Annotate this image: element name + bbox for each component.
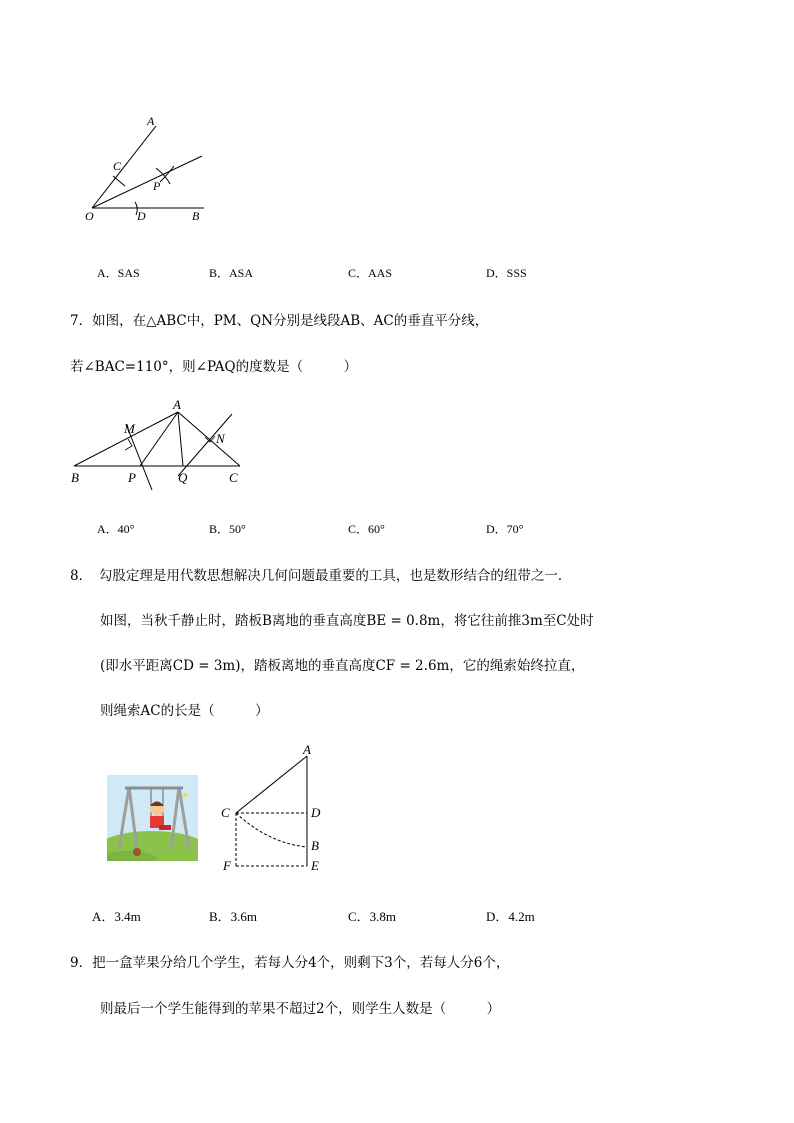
q8-stem-line3: (即水平距离CD = 3m)，踏板离地的垂直高度CF = 2.6m，它的绳索始终拉直， (100, 658, 585, 674)
label-C: C (221, 805, 230, 820)
q7-option-c[interactable]: C．60° (348, 522, 385, 536)
q7-stem-line1: 7．如图，在△ABC中，PM、QN分别是线段AB、AC的垂直平分线， (70, 313, 489, 329)
label-N: N (216, 431, 225, 446)
triangle-perpendicular-bisector-figure (66, 396, 256, 490)
label-Q: Q (178, 470, 188, 485)
label-A: A (147, 114, 155, 128)
label-C: C (229, 470, 238, 485)
angle-bisector-figure (80, 110, 220, 230)
q6-option-c[interactable]: C．AAS (348, 266, 393, 280)
q9-stem-line1: 9．把一盒苹果分给几个学生，若每人分4个，则剩下3个，若每人分6个， (70, 955, 510, 971)
label-B: B (192, 209, 200, 223)
q8-stem-line1: 8． 勾股定理是用代数思想解决几何问题最重要的工具，也是数形结合的纽带之一． (70, 568, 572, 584)
q8-stem-line2: 如图，当秋千静止时，踏板B离地的垂直高度BE = 0.8m，将它往前推3m至C处时 (100, 613, 594, 629)
q8-option-c[interactable]: C．3.8m (348, 909, 397, 924)
q6-option-a[interactable]: A．SAS (97, 266, 140, 280)
label-P: P (153, 179, 161, 193)
label-O: O (85, 209, 94, 223)
label-A: A (303, 742, 311, 757)
q8-stem-line4: 则绳索AC的长是（ ） (100, 703, 269, 719)
q6-option-b[interactable]: B．ASA (209, 266, 254, 280)
swing-geometry-figure (218, 742, 328, 874)
swing-illustration (107, 775, 198, 861)
label-M: M (124, 421, 135, 436)
label-B: B (71, 470, 79, 485)
q7-stem-line2: 若∠BAC=110°，则∠PAQ的度数是（ ） (70, 359, 358, 375)
q8-option-b[interactable]: B．3.6m (209, 909, 258, 924)
q8-option-d[interactable]: D．4.2m (486, 909, 535, 924)
label-A: A (173, 397, 181, 412)
label-B: B (311, 838, 319, 853)
q9-stem-line2: 则最后一个学生能得到的苹果不超过2个，则学生人数是（ ） (100, 1001, 501, 1017)
q8-option-a[interactable]: A．3.4m (92, 909, 141, 924)
q7-option-a[interactable]: A．40° (97, 522, 135, 536)
label-C: C (113, 159, 122, 173)
label-F: F (223, 858, 231, 873)
q7-option-b[interactable]: B．50° (209, 522, 246, 536)
label-D: D (137, 209, 146, 223)
q7-option-d[interactable]: D．70° (486, 522, 524, 536)
label-P: P (128, 470, 136, 485)
q6-option-d[interactable]: D．SSS (486, 266, 527, 280)
label-D: D (311, 805, 321, 820)
label-E: E (311, 858, 319, 873)
